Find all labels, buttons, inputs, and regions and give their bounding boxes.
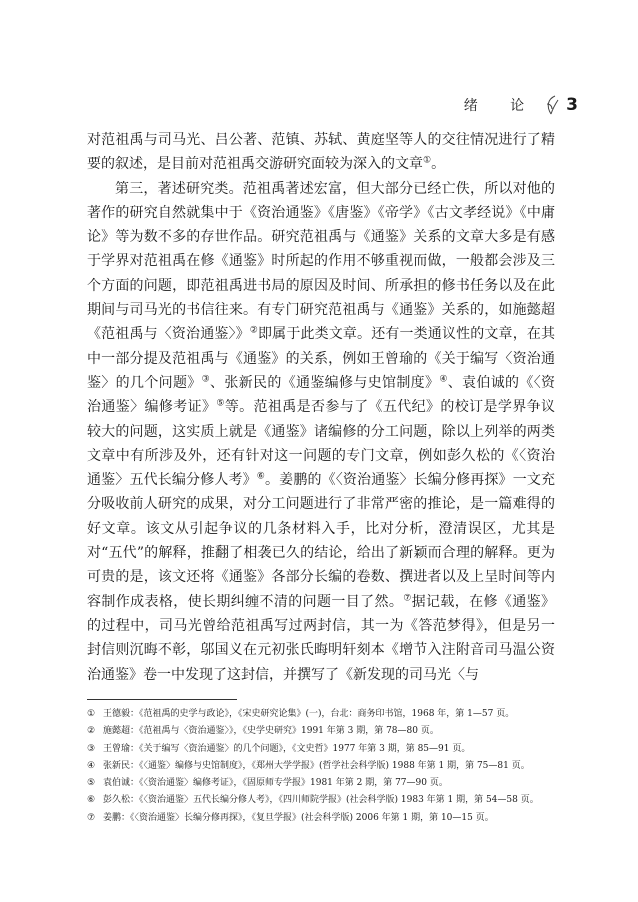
text-segment: 对范祖禹与司马光、吕公著、范镇、苏轼、黄庭坚等人的交往情况进行了精要的叙述，是目前对范祖禹交游研究面较为深入的文章 xyxy=(87,132,555,173)
chapter-title: 绪 论 xyxy=(463,98,539,114)
footnote-number: ⑦ xyxy=(87,812,96,823)
text-segment: 据记载，在修《通鉴》的过程中，司马光曾给范祖禹写过两封信，其一为《答范梦得》，但是另一封信则沉晦不彰，邬国义在元初张氏晦明轩刻本《增节入注附音司马温公资治通鉴》卷一中发现了这封信，并撰写了《新发现的司马光〈与 xyxy=(87,593,556,683)
footnote-divider xyxy=(87,699,237,700)
page-number: 3 xyxy=(566,95,578,115)
paragraph xyxy=(87,128,555,177)
footnote-text: 王德毅：《范祖禹的史学与政论》，《宋史研究论集》(一)，台北：商务印书馆，1968 年，第 1—57 页。 xyxy=(103,709,515,719)
footnote-text: 张新民：《〈通鉴〉编修与史馆制度》，《郑州大学学报》(哲学社会科学版) 1988 年第 1 期，第 75—81 页。 xyxy=(103,760,530,771)
footnote-number: ② xyxy=(87,726,96,737)
text-segment: 即属于此类文章。还有一类通议性的文章，在其中一部分提及范祖禹与《通鉴》的关系，例如王曾瑜的《关于编写〈资治通鉴〉的几个问题》 xyxy=(87,326,555,391)
text-segment: 。 xyxy=(431,156,446,173)
footnote-number: ① xyxy=(87,709,96,719)
text-segment: 第三，著述研究类。范祖禹著述宏富，但大部分已经亡佚，所以对他的著作的研究自然就集中于《资治通鉴》《唐鉴》《帝学》《古文孝经说》《中庸论》等为数不多的存世作品。研究范祖禹与《通鉴》关系的文章大多是有感于学界对范祖禹在修《通鉴》时所起的作用不够重视而做，一般都会涉及三个方面的问题，即范祖禹进书局的原因及时间、所承担的修书任务以及在此期间与司马光的书信往来。有专门研究范祖禹与《通鉴》关系的，如施懿超《范祖禹与〈资治通鉴〉》 xyxy=(87,180,555,343)
leaf-ornament-icon xyxy=(544,94,560,116)
footnote-ref[interactable]: ① xyxy=(423,155,432,166)
footnote-item xyxy=(87,706,557,723)
footnote-ref[interactable]: ⑤ xyxy=(216,398,225,409)
footnote-number: ⑤ xyxy=(87,778,96,789)
footnotes xyxy=(87,706,557,827)
text-segment: 、袁伯诚的《〈资治通鉴〉编修考证》 xyxy=(87,374,556,416)
footnote-item xyxy=(87,758,557,775)
footnote-number: ④ xyxy=(87,760,96,771)
text-segment: 等。范祖禹是否参与了《五代纪》的校订是学界争议较大的问题，这实质上就是《通鉴》诸编修的分工问题，除以上列举的两类文章中有所涉及外，还有针对这一问题的专门文章，例如彭久松的《〈资治通鉴〉五代长编分修人考》 xyxy=(87,399,556,489)
footnote-item xyxy=(87,723,557,740)
text-segment: 。姜鹏的《〈资治通鉴〉长编分修再探》一文充分吸收前人研究的成果，对分工问题进行了非常严密的推论，是一篇难得的好文章。该文从引起争议的几条材料入手，比对分析，澄清误区，尤其是对“五代”的解释，推翻了相袭已久的结论，给出了新颖而合理的解释。更为可贵的是，该文还将《通鉴》各部分长编的卷数、撰进者以及上呈时间等内容制作成表格，使长期纠缠不清的问题一目了然。 xyxy=(87,472,555,610)
footnote-item xyxy=(87,741,557,758)
footnote-ref[interactable]: ⑦ xyxy=(403,592,412,603)
footnote-ref[interactable]: ⑥ xyxy=(256,471,266,482)
footnote-ref[interactable]: ③ xyxy=(201,374,211,385)
footnote-item xyxy=(87,792,557,809)
paragraph xyxy=(87,177,555,687)
footnote-text: 施懿超：《范祖禹与〈资治通鉴〉》，《史学史研究》1991 年第 3 期，第 78—80 页。 xyxy=(103,726,439,737)
footnote-text: 姜鹏：《〈资治通鉴〉长编分修再探》，《复旦学报》(社会科学版) 2006 年第 1 期，第 10—15 页。 xyxy=(103,812,494,823)
footnote-item xyxy=(87,810,557,827)
footnote-item xyxy=(87,775,557,792)
main-text xyxy=(87,128,555,687)
running-header xyxy=(464,93,578,117)
text-segment: 、张新民的《通鉴编修与史馆制度》 xyxy=(210,374,440,391)
footnote-number: ③ xyxy=(87,743,96,754)
footnote-text: 彭久松：《〈资治通鉴〉五代长编分修人考》，《四川师院学报》(社会科学版) 1983 年第 1 期，第 54—58 页。 xyxy=(103,795,539,806)
footnote-ref[interactable]: ④ xyxy=(439,374,448,385)
footnote-number: ⑥ xyxy=(87,795,96,806)
footnote-text: 王曾瑜：《关于编写〈资治通鉴〉的几个问题》，《文史哲》1977 年第 3 期，第 85—91 页。 xyxy=(103,743,471,754)
footnote-ref[interactable]: ② xyxy=(249,325,259,336)
footnote-text: 袁伯诚：《〈资治通鉴〉编修考证》，《固原师专学报》1981 年第 2 期，第 77—90 页。 xyxy=(103,778,448,789)
